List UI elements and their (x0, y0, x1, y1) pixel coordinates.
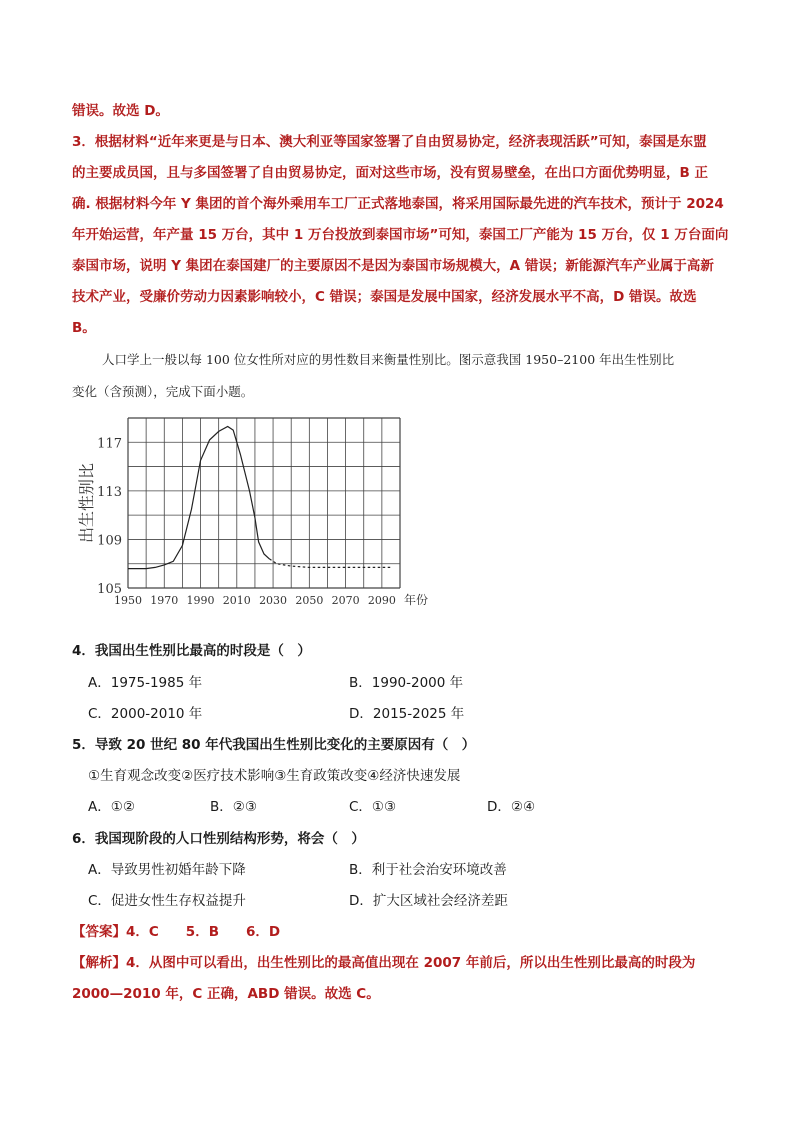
answer-line (72, 922, 280, 942)
explanation-line: 年开始运营，年产量 15 万台，其中 1 万台投放到泰国市场”可知，泰国工厂产能为 15 万台，仅 1 万台面向 (72, 227, 729, 243)
option-a[interactable]: A．导致男性初婚年龄下降 (88, 862, 246, 878)
chart-svg (70, 408, 430, 628)
intro-text-line: 变化（含预测），完成下面小题。 (72, 384, 254, 399)
answer-label: 【答案】 (72, 924, 126, 940)
x-tick-label: 2030 (259, 594, 288, 607)
option-b[interactable]: B．利于社会治安环境改善 (349, 862, 507, 878)
option-a[interactable]: A．1975-1985 年 (88, 675, 203, 691)
option-c[interactable]: C．促进女性生存权益提升 (88, 893, 246, 909)
explanation-line: B。 (72, 320, 96, 336)
explanation-line: 的主要成员国，且与多国签署了自由贸易协定，面对这些市场，没有贸易壁垒，在出口方面优势明显，B 正 (72, 165, 708, 181)
intro-text-line: 人口学上一般以每 100 位女性所对应的男性数目来衡量性别比。图示意我国 1950–2100 年出生性别比 (102, 352, 675, 367)
previous-answer-tail: 错误。故选 D。 (72, 103, 169, 119)
answer-text: 4．C 5．B 6．D (126, 924, 281, 940)
analysis-line-1 (72, 953, 695, 973)
x-tick-label: 1970 (150, 594, 179, 607)
option-d[interactable]: D．②④ (487, 799, 536, 815)
question-4-stem: 4．我国出生性别比最高的时段是（ ） (72, 643, 311, 659)
y-tick-label: 117 (97, 436, 122, 452)
y-tick-label: 105 (97, 582, 122, 597)
x-tick-label: 2050 (295, 594, 324, 607)
question-5-statements: ①生育观念改变②医疗技术影响③生育政策改变④经济快速发展 (88, 768, 461, 784)
option-c[interactable]: C．①③ (349, 799, 397, 815)
x-tick-label: 1990 (186, 594, 215, 607)
sex-ratio-chart (70, 408, 430, 628)
question-5-stem: 5．导致 20 世纪 80 年代我国出生性别比变化的主要原因有（ ） (72, 737, 476, 753)
option-d[interactable]: D．2015-2025 年 (349, 706, 465, 722)
explanation-line: 泰国市场，说明 Y 集团在泰国建厂的主要原因不是因为泰国市场规模大，A 错误；新能源汽车产业属于高新 (72, 258, 714, 274)
y-tick-label: 113 (97, 484, 122, 500)
analysis-text: 4．从图中可以看出，出生性别比的最高值出现在 2007 年前后，所以出生性别比最高的时段为 (126, 955, 696, 971)
y-axis-label: 出生性别比 (77, 462, 96, 544)
y-tick-label: 109 (97, 533, 122, 549)
x-axis-label: 年份 (404, 593, 429, 607)
option-b[interactable]: B．1990-2000 年 (349, 675, 464, 691)
x-tick-label: 2070 (331, 594, 360, 607)
explanation-line: 确. 根据材料今年 Y 集团的首个海外乘用车工厂正式落地泰国，将采用国际最先进的汽车技术，预计于 2024 (72, 196, 724, 212)
analysis-line-2: 2000—2010 年，C 正确，ABD 错误。故选 C。 (72, 986, 380, 1002)
explanation-line: 3．根据材料“近年来更是与日本、澳大利亚等国家签署了自由贸易协定，经济表现活跃”可知，泰国是东盟 (72, 134, 707, 150)
question-6-stem: 6．我国现阶段的人口性别结构形势，将会（ ） (72, 831, 365, 847)
option-a[interactable]: A．①② (88, 799, 135, 815)
option-c[interactable]: C．2000-2010 年 (88, 706, 203, 722)
x-tick-label: 1950 (114, 594, 142, 607)
explanation-line: 技术产业，受廉价劳动力因素影响较小，C 错误；泰国是发展中国家，经济发展水平不高，D 错误。故选 (72, 289, 697, 305)
x-tick-label: 2010 (222, 594, 251, 607)
option-b[interactable]: B．②③ (210, 799, 257, 815)
option-d[interactable]: D．扩大区域社会经济差距 (349, 893, 508, 909)
x-tick-label: 2090 (367, 594, 396, 607)
projected-sex-ratio-line (269, 559, 391, 568)
observed-sex-ratio-line (128, 427, 269, 569)
analysis-label: 【解析】 (72, 955, 126, 971)
